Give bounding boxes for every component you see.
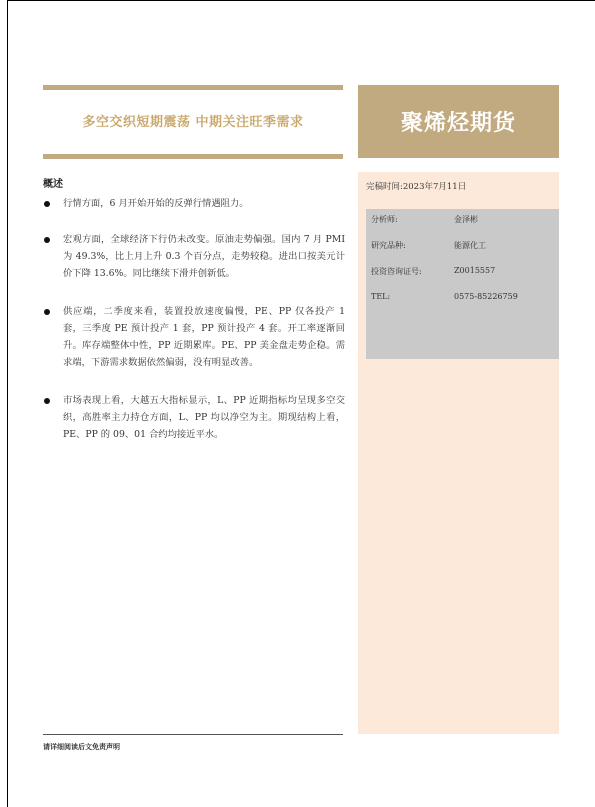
finish-date: 完稿时间:2023年7月11日 (366, 182, 467, 192)
overview-heading: 概述 (43, 179, 63, 190)
page-top-border (7, 0, 595, 1)
overview-bullet-market: 行情方面，6 月开始开始的反弹行情遇阻力。 (63, 198, 249, 209)
bullet-dot (44, 201, 50, 207)
footer-disclaimer: 请详细阅读后文免责声明 (43, 743, 120, 751)
research-variety-value: 能源化工 (454, 241, 486, 250)
telephone-label: TEL: (371, 292, 391, 301)
overview-bullet-macro: 宏观方面，全球经济下行仍未改变。原油走势偏强。国内 7 月 PMI 为 49.3%，比上月上升 0.3 个百分点，走势较稳。进出口按美元计价下降 13.6%。同比继续下滑并创新低。 (63, 234, 345, 279)
bullet-dot (44, 398, 50, 404)
overview-bullet-market-performance: 市场表现上看，大越五大指标显示，L、PP 近期指标均呈现多空交织，高胜率主力持仓方面，L、PP 均以净空为主。期现结构上看，PE、PP 的 09、01 合约均接近平水。 (63, 395, 345, 440)
license-number-label: 投资咨询证号: (371, 267, 422, 276)
brand-banner (358, 85, 559, 158)
footer-rule (43, 734, 343, 735)
bullet-dot (44, 237, 50, 243)
license-number-value: Z0015557 (454, 266, 496, 275)
page-left-border (7, 0, 8, 807)
analyst-info-box (366, 209, 559, 359)
brand-title: 聚烯烃期货 (400, 111, 516, 136)
analyst-label: 分析师: (371, 215, 398, 224)
title-top-rule (43, 85, 343, 90)
report-title: 多空交织短期震荡 中期关注旺季需求 (82, 115, 304, 130)
analyst-value: 金泽彬 (454, 215, 478, 224)
research-variety-label: 研究品种: (371, 241, 406, 250)
title-bottom-rule (43, 154, 343, 159)
overview-bullet-supply: 供应端，二季度来看，装置投放速度偏慢，PE、PP 仅各投产 1 套，三季度 PE 预计投产 1 套，PP 预计投产 4 套。开工率逐渐回升。库存端整体中性，PP 近期累库。PE、PP 美金盘走势企稳。需求端，下游需求数据依然偏弱，没有明显改善。 (63, 306, 345, 368)
telephone-value: 0575-85226759 (454, 292, 518, 301)
bullet-dot (44, 309, 50, 315)
